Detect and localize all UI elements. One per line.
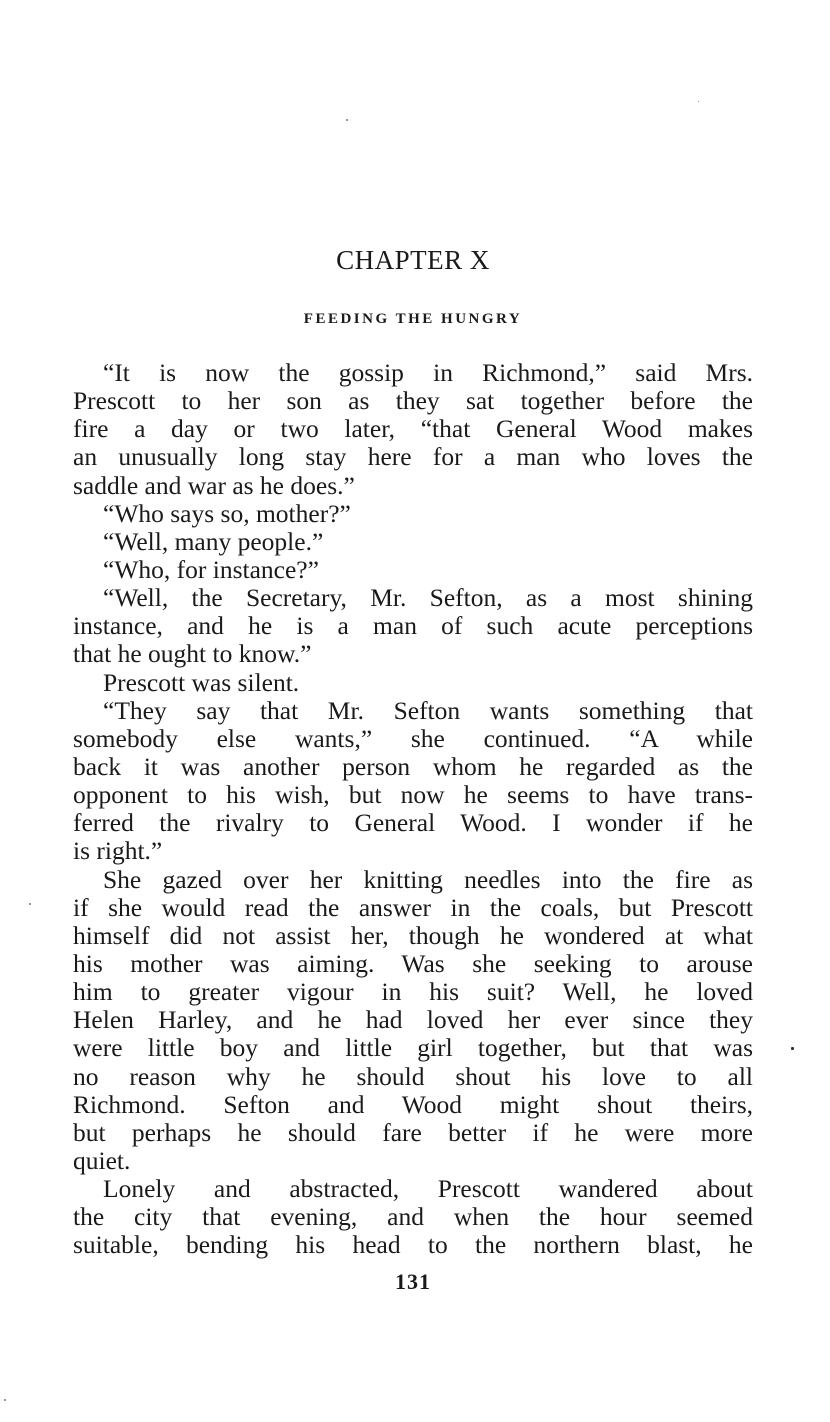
body-text	[73, 359, 753, 1260]
text-line: ferred the rivalry to General Wood. I wonder if he	[73, 808, 753, 838]
text-line: if she would read the answer in the coals, but Prescott	[73, 892, 753, 922]
text-line: instance, and he is a man of such acute perceptions	[73, 611, 753, 641]
text-line: “They say that Mr. Sefton wants something that	[103, 695, 753, 725]
text-line: the city that evening, and when the hour seemed	[73, 1202, 753, 1232]
text-line: that he ought to know.”	[73, 639, 312, 669]
text-line: were little boy and little girl together, but that was	[73, 1033, 753, 1063]
text-line: She gazed over her knitting needles into the fire as	[103, 864, 753, 894]
text-line: his mother was aiming. Was she seeking to arouse	[73, 948, 753, 978]
text-line: is right.”	[73, 836, 163, 866]
chapter-subtitle: FEEDING THE HUNGRY	[303, 311, 523, 327]
text-line: Lonely and abstracted, Prescott wandered about	[103, 1174, 753, 1204]
text-line: no reason why he should shout his love to all	[73, 1061, 753, 1091]
text-line: suitable, bending his head to the northern blast, he	[73, 1230, 753, 1260]
text-line: back it was another person whom he regarded as the	[73, 751, 753, 781]
text-line: fire a day or two later, “that General Wood makes	[73, 414, 753, 444]
page-number: 131	[395, 1269, 431, 1294]
text-line: opponent to his wish, but now he seems to have trans-	[73, 780, 753, 810]
text-line: but perhaps he should fare better if he were more	[73, 1117, 753, 1147]
text-line: “It is now the gossip in Richmond,” said Mrs.	[103, 358, 753, 387]
text-line: Richmond. Sefton and Wood might shout theirs,	[73, 1089, 753, 1119]
text-line: him to greater vigour in his suit? Well, he loved	[73, 977, 753, 1007]
text-line: “Well, the Secretary, Mr. Sefton, as a most shining	[103, 583, 753, 613]
book-page	[73, 0, 753, 1422]
text-line: Prescott was silent.	[103, 667, 300, 697]
page-speck	[29, 903, 31, 905]
text-line: somebody else wants,” she continued. “A while	[73, 723, 753, 753]
text-line: Prescott to her son as they sat together before the	[73, 386, 753, 416]
page-speck	[4, 1399, 6, 1401]
text-line: himself did not assist her, though he wondered at what	[73, 920, 753, 950]
text-line: “Who, for instance?”	[103, 554, 319, 584]
text-line: “Well, many people.”	[103, 526, 324, 556]
chapter-title: CHAPTER X	[336, 245, 490, 275]
text-line: “Who says so, mother?”	[103, 498, 351, 528]
text-line: quiet.	[73, 1145, 131, 1175]
text-line: saddle and war as he does.”	[73, 470, 355, 500]
page-speck	[791, 1047, 794, 1050]
text-line: Helen Harley, and he had loved her ever since they	[73, 1005, 753, 1035]
text-line: an unusually long stay here for a man who loves the	[73, 442, 753, 472]
